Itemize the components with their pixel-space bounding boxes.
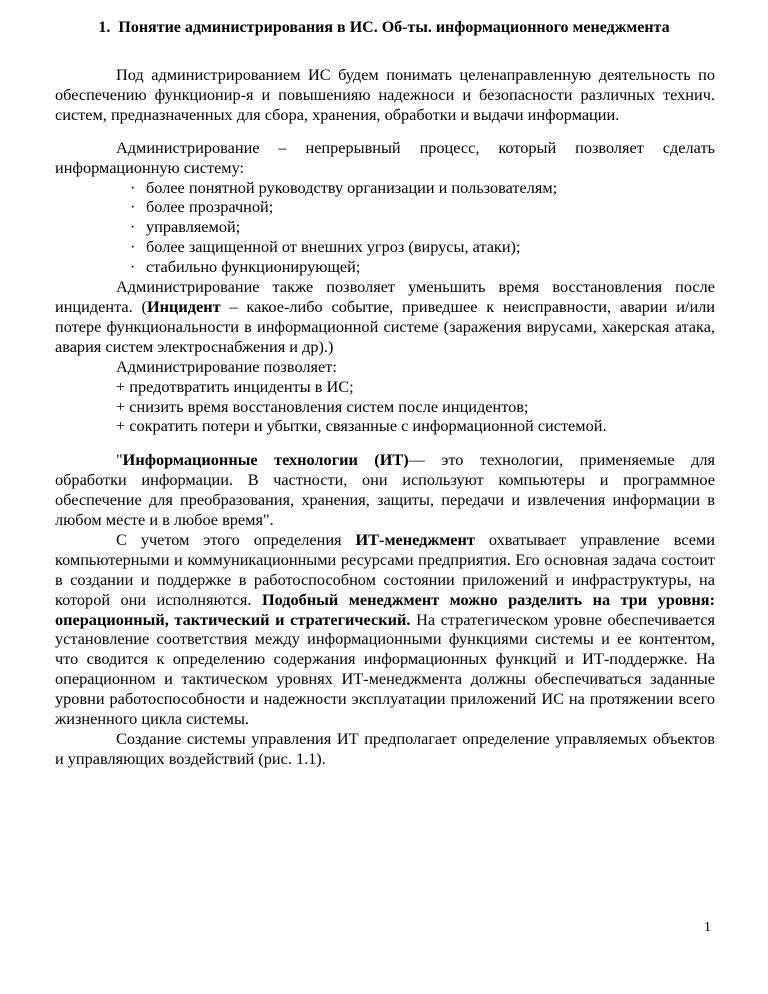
list-item: + сократить потери и убытки, связанные с информационной системой.: [116, 416, 607, 436]
term-incident: Инцидент: [146, 296, 221, 316]
paragraph-allows: Администрирование позволяет:: [116, 356, 337, 376]
section-title: Понятие администрирования в ИС. Об-ты. информационного менеджмента: [118, 19, 670, 36]
three-levels-statement: Подобный менеджмент можно разделить на три уровня: операционный, тактический и стратегический.: [55, 589, 715, 629]
list-item: · более прозрачной;: [130, 197, 274, 217]
paragraph-definition: Под администрированием ИС будем понимать целенаправленную деятельность по обеспечению функционир-я и повышенияю надежноси и безопасности различных технич. систем, предназначенных для сбора, хранения, обработки и выдачи информации.: [55, 65, 715, 124]
list-item: · управляемой;: [130, 217, 241, 237]
bullet-icon: ·: [130, 217, 136, 237]
plus-list: [55, 377, 715, 437]
document-body: [55, 65, 715, 769]
list-item: · более понятной руководству организации и пользователям;: [130, 177, 558, 197]
bullet-icon: ·: [130, 257, 136, 277]
paragraph-incident: Администрирование также позволяет уменьшить время восстановления после инцидента. (Инцидент – какое-либо событие, приведшее к неисправности, аварии и/или потере функциональности в информационной системе (заражения вирусами, хакерская атака, авария систем электроснабжения и др).): [55, 277, 715, 356]
term-it-management: ИТ-менеджмент: [355, 529, 475, 549]
list-item: · стабильно функционирующей;: [130, 257, 361, 277]
page-number: 1: [704, 920, 711, 935]
term-it: Информационные технологии (ИТ): [122, 450, 409, 470]
paragraph-administration: Администрирование – непрерывный процесс, который позволяет сделать информационную систему:: [55, 137, 715, 177]
paragraph-control-system: Создание системы управления ИТ предполагает определение управляемых объектов и управляющих воздействий (рис. 1.1).: [55, 729, 715, 768]
list-item: + предотвратить инциденты в ИС;: [116, 376, 354, 396]
section-number: 1.: [98, 19, 111, 36]
bullet-icon: ·: [130, 177, 136, 197]
bullet-list: [55, 178, 715, 278]
bullet-icon: ·: [130, 237, 136, 257]
bullet-icon: ·: [130, 197, 136, 217]
list-item: · более защищенной от внешних угроз (вирусы, атаки);: [130, 237, 521, 257]
list-item: + снизить время восстановления систем после инцидентов;: [116, 396, 529, 416]
paragraph-it-definition: "Информационные технологии (ИТ)— это технологии, применяемые для обработки информации. В частности, они используют компьютеры и программное обеспечение для преобразования, хранения, защиты, передачи и извлечения информации в любом месте и в любое время".: [55, 450, 715, 530]
section-heading: [0, 18, 768, 37]
paragraph-it-management: С учетом этого определения ИТ-менеджмент охватывает управление всеми компьютерными и коммуникационными ресурсами предприятия. Его основная задача состоит в создании и поддержке в работоспособном состоянии приложений и инфраструктуры, на которой они исполняются. Подобный менеджмент можно разделить на три уровня: операционный, тактический и стратегический. На стратегическом уровне обеспечивается установление соответствия между информационными функциями системы и ее контентом, что сводится к определению содержания информационных функций и ИТ-поддержке. На операционном и тактическом уровнях ИТ-менеджмента должны обеспечиваться заданные уровни работоспособности и надежности эксплуатации приложений ИС на протяжении всего жизненного цикла системы.: [55, 529, 715, 729]
